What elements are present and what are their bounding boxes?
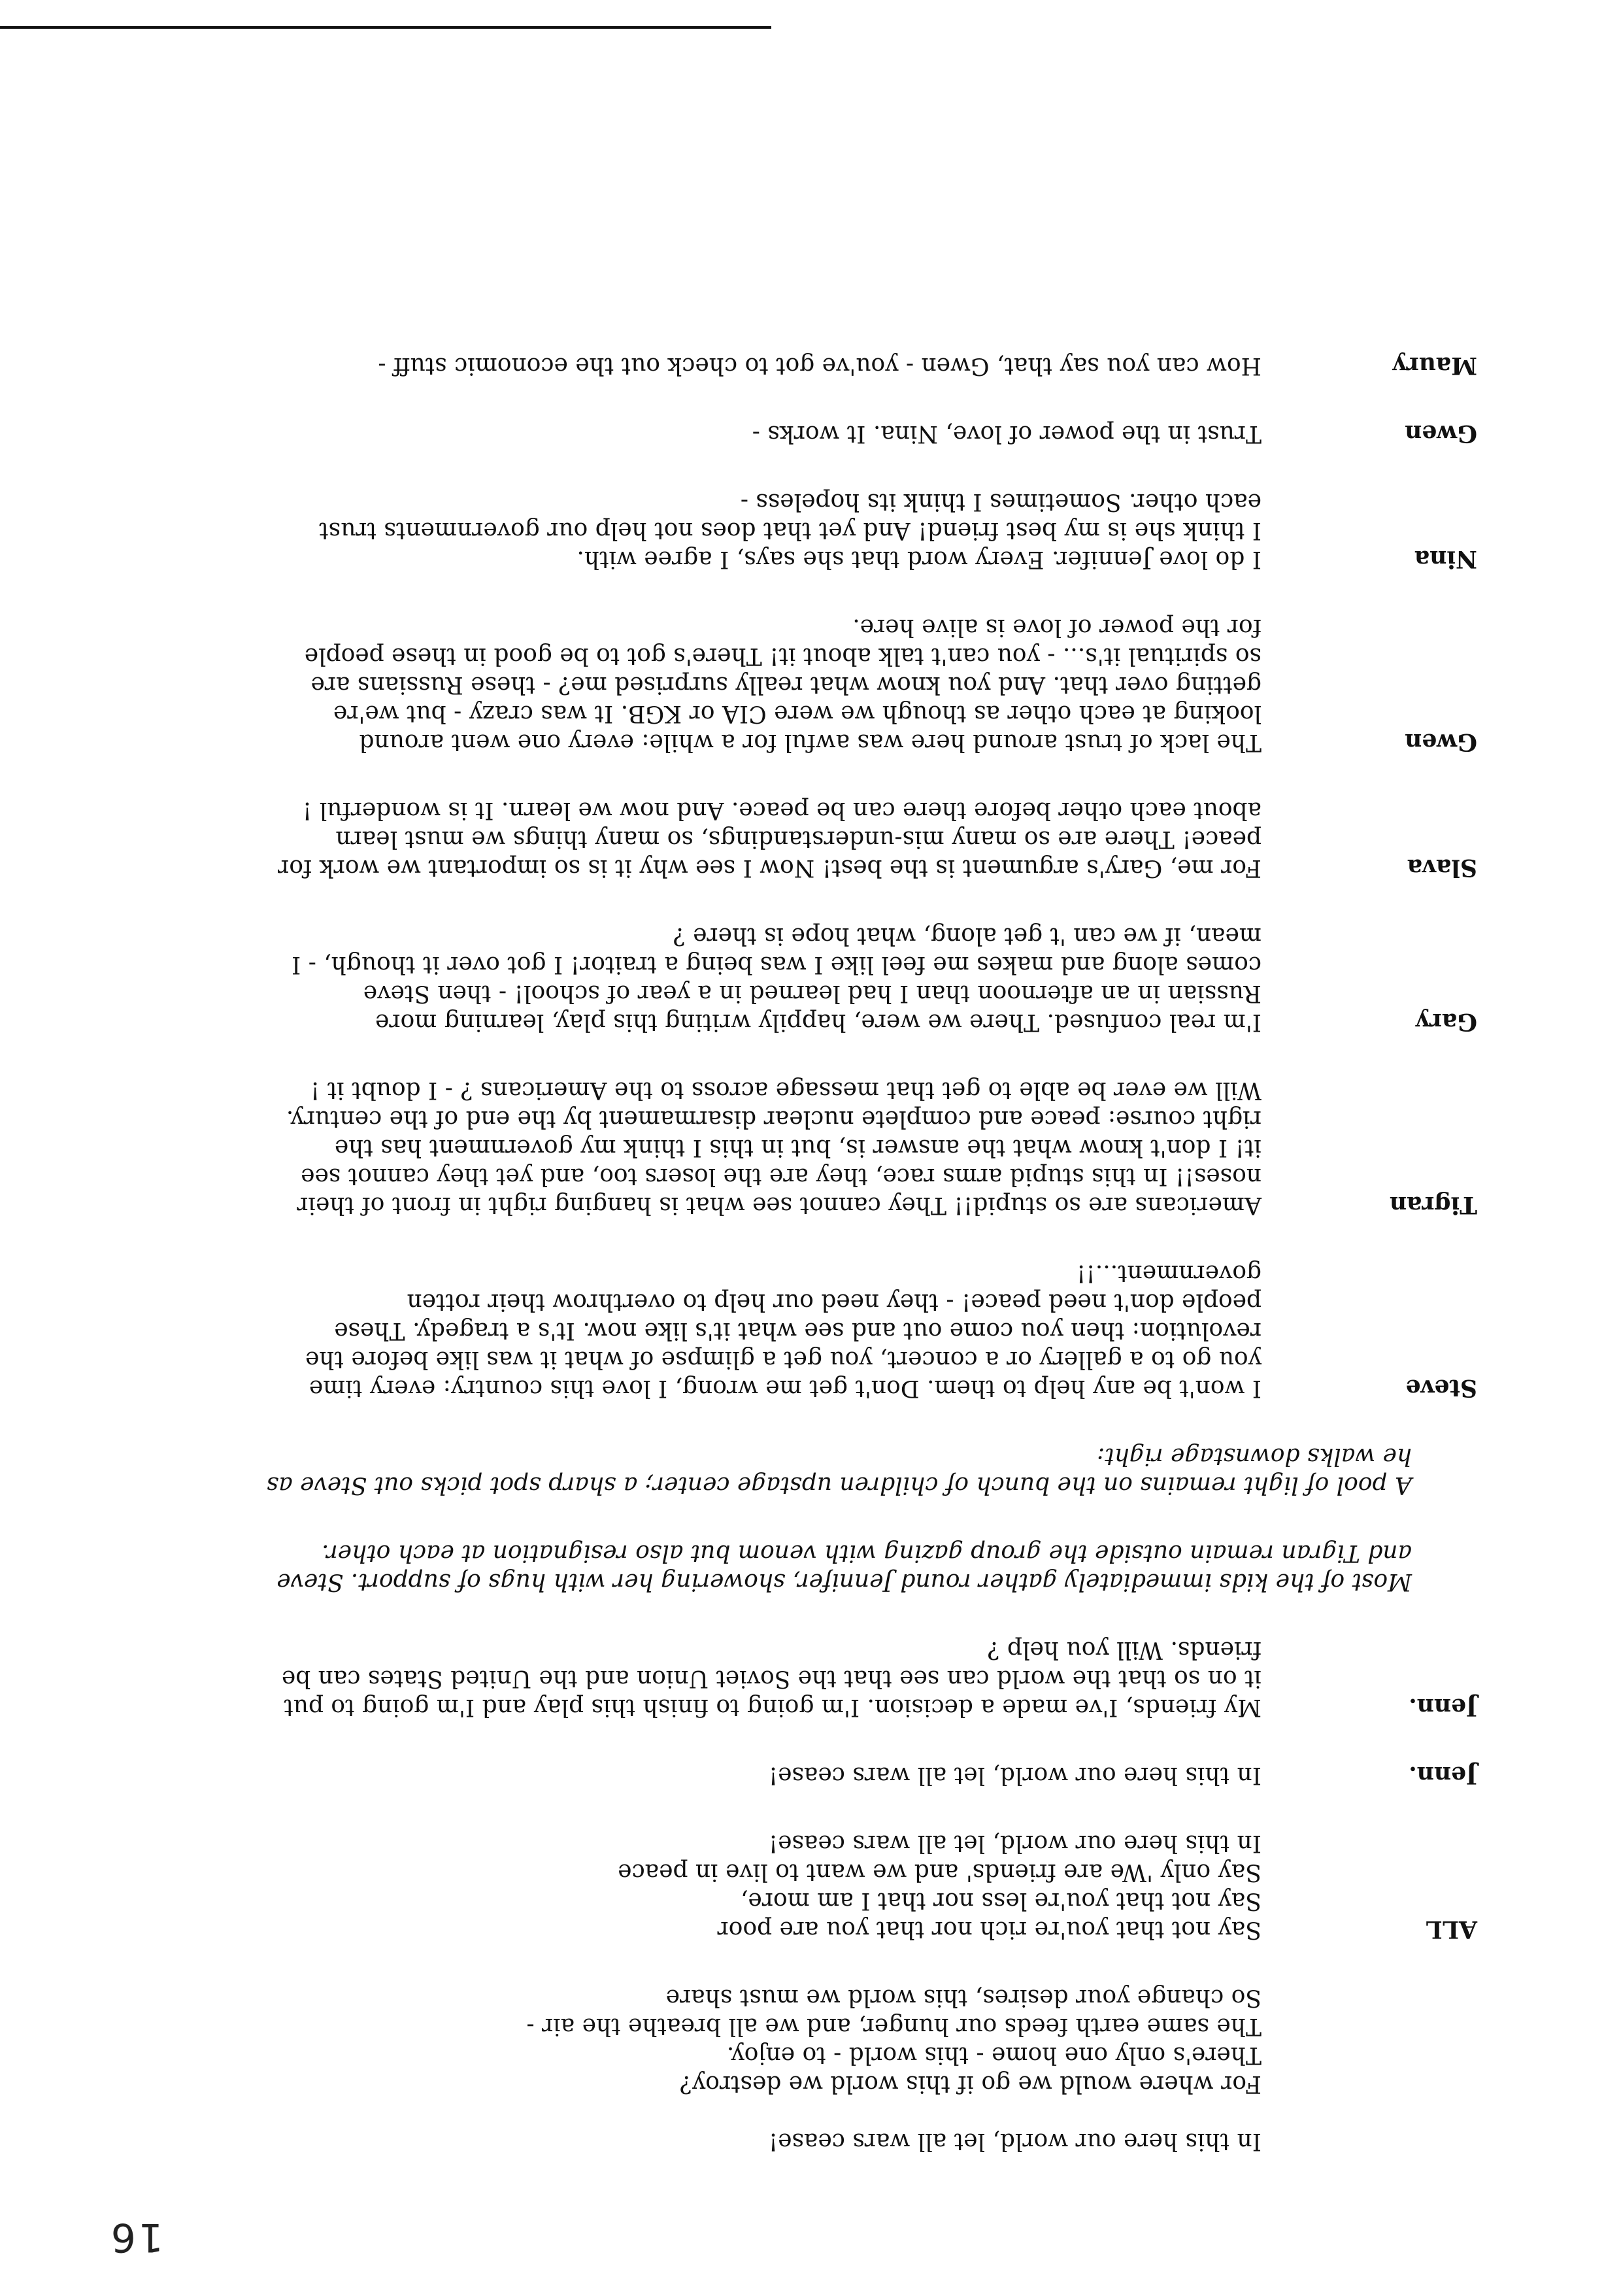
speaker-name: Jenn. [1409, 1693, 1477, 1721]
dialogue-line: comes along and makes me feel like I was being a traitor! I got over it though, - I [291, 951, 1262, 978]
speaker-name: Gwen [1405, 728, 1477, 756]
dialogue-line: right course: peace and complete nuclear disarmament by the end of the century. [286, 1106, 1262, 1132]
direction-line: A pool of light remains on the bunch of children upstage center; a sharp spot picks out Steve as [266, 1472, 1412, 1498]
dialogue-line: In this here our world, let all wars cease! [768, 1762, 1262, 1789]
stage-direction [131, 1442, 1412, 1499]
direction-line: he walks downstage right: [1097, 1443, 1412, 1470]
dialogue-line: Will we ever be able to get that message across to the Americans ? - I doubt it ! [310, 1077, 1262, 1104]
dialogue-nina [131, 487, 1477, 573]
dialogue-steve [131, 1258, 1477, 1402]
scan-edge-line [0, 26, 771, 29]
dialogue-line: For me, Gary's argument is the best! Now I see why it is so important we work for [278, 854, 1262, 881]
dialogue-line: each other. Sometimes I think its hopeless - [740, 488, 1262, 515]
dialogue-line: looking at each other as though we were CIA or KGB. It was crazy - but we're [333, 700, 1262, 727]
dialogue-line: Trust in the power of love, Nina. It works - [752, 420, 1262, 447]
dialogue-line: so spiritual it's... - you can't talk about it! There's got to be good in these people [304, 643, 1262, 669]
dialogue-gwen [131, 419, 1477, 448]
lyric-line: So change your desires, this world we must share [665, 1984, 1262, 2011]
dialogue-line: I won't be any help to them. Don't get me wrong, I love this country: every time [309, 1375, 1262, 1402]
lyric-line: The same earth feeds our hunger, and we all breathe the air - [526, 2013, 1262, 2040]
lyric-line: In this here our world, let all wars cease! [768, 2128, 1262, 2155]
dialogue-maury [131, 351, 1477, 380]
dialogue-line: it on so that the world can see that the Soviet Union and the United States can be [281, 1665, 1262, 1692]
dialogue-line: for the power of love is alive here. [852, 614, 1262, 641]
script-content [131, 351, 1477, 2155]
speaker-name: Gwen [1405, 420, 1477, 447]
dialogue-slava [131, 796, 1477, 882]
speaker-name: Gary [1416, 1008, 1477, 1036]
dialogue-line: people don't need peace! - they need our help to overthrow their rotten [407, 1289, 1262, 1315]
page-number: 16 [108, 2214, 163, 2260]
direction-line: and Tigran remain outside the group gazing with venom but also resignation at each other. [322, 1540, 1412, 1566]
lyric-line: There's only one home - this world - to enjoy. [726, 2042, 1262, 2068]
dialogue-line: The lack of trust around here was awful for a while: every one went around [359, 729, 1262, 756]
speaker-name: Slava [1407, 854, 1477, 881]
direction-line: Most of the kids immediately gather round Jennifer, showering her with hugs of support. Steve [276, 1568, 1412, 1595]
dialogue-all [131, 1829, 1477, 1944]
dialogue-line: about each other before there can be peace. And now we learn. It is wonderful ! [302, 797, 1262, 824]
dialogue-line: mean, if we can 't get along, what hope is there ? [673, 922, 1262, 949]
dialogue-line: My friends, I've made a decision. I'm going to finish this play and I'm going to put [284, 1694, 1262, 1721]
dialogue-line: revolution: then you come out and see what it's like now. It's a tragedy. These [334, 1317, 1262, 1344]
dialogue-gary [131, 921, 1477, 1036]
dialogue-line: I think she is my best friend! And yet that does not help our governments trust [319, 517, 1262, 544]
dialogue-line: friends. Will you help ? [987, 1636, 1262, 1663]
speaker-name: Tigran [1389, 1191, 1477, 1219]
speaker-name: Nina [1414, 545, 1477, 573]
dialogue-line: How can you say that, Gwen - you've got to check out the economic stuff - [378, 352, 1262, 379]
dialogue-line: you go to a gallery or a concert, you get a glimpse of what it was like before the [305, 1346, 1262, 1373]
dialogue-line: I do love Jennifer. Every word that she says, I agree with. [577, 546, 1262, 573]
dialogue-line: Americans are so stupid!! They cannot see what is hanging right in front of their [297, 1192, 1262, 1219]
dialogue-line: Russian in an afternoon than I had learned in a year of school! - then Steve [363, 980, 1262, 1007]
speaker-name: Steve [1405, 1374, 1477, 1402]
dialogue-line: Say not that you're rich nor that you are poor [717, 1916, 1262, 1943]
dialogue-line: government...!! [1076, 1260, 1262, 1287]
speaker-name: Maury [1392, 352, 1477, 379]
speaker-name: ALL [1426, 1916, 1477, 1943]
stage-direction [131, 1538, 1412, 1596]
song-lyrics [131, 1983, 1262, 2155]
dialogue-line: Say not that you're less nor that I am more, [741, 1887, 1262, 1914]
dialogue-line: noses!! In this stupid arms race, they are the losers too, and yet they cannot see [301, 1163, 1262, 1190]
dialogue-jenn [131, 1635, 1477, 1721]
dialogue-line: Say only 'We are friends' and we want to live in peace [618, 1859, 1262, 1885]
dialogue-jenn [131, 1761, 1477, 1789]
lyric-line: For where would we go if this world we destroy? [679, 2070, 1262, 2097]
dialogue-line: it! I don't know what the answer is, but in this I think my government has the [334, 1134, 1262, 1161]
dialogue-gwen [131, 613, 1477, 756]
dialogue-line: I'm real confused. There we were, happily writing this play, learning more [375, 1009, 1262, 1036]
speaker-name: Jenn. [1409, 1761, 1477, 1789]
dialogue-line: getting over that. And you know what really surprised me? - these Russians are [310, 671, 1262, 698]
dialogue-line: peace! There are so many mis-understandings, so many things we must learn [335, 826, 1262, 853]
dialogue-line: In this here our world, let all wars cease! [768, 1830, 1262, 1857]
dialogue-tigran [131, 1075, 1477, 1219]
